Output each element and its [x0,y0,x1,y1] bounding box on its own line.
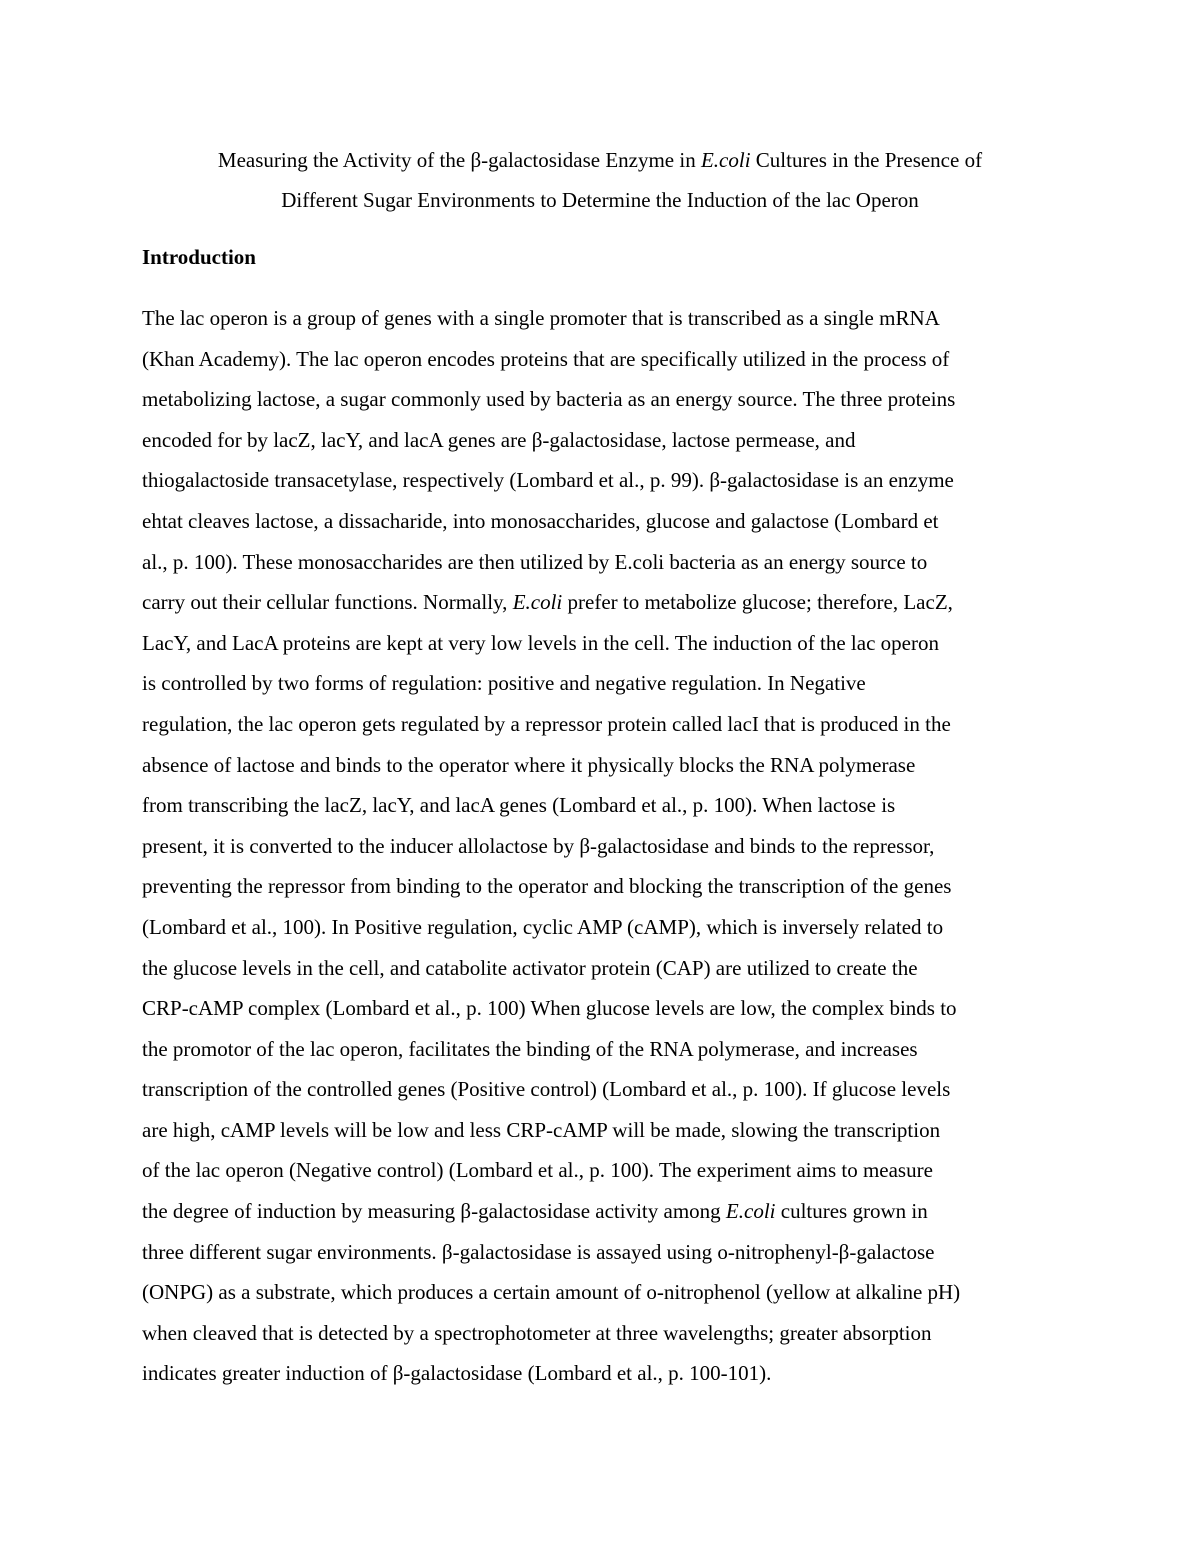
body-line-text: the promotor of the lac operon, facilitates the binding of the RNA polymerase, and increases [142,1036,918,1061]
body-line [142,1232,1072,1273]
title-line [130,140,1070,180]
document-title [130,140,1070,220]
body-line-text: ehtat cleaves lactose, a dissacharide, into monosaccharides, glucose and galactose (Lombard et [142,508,939,533]
body-line-text: is controlled by two forms of regulation: positive and negative regulation. In Negative [142,671,866,696]
body-line-text: al., p. 100). These monosaccharides are then utilized by E.coli bacteria as an energy source to [142,549,928,574]
body-line-text: from transcribing the lacZ, lacY, and lacA genes (Lombard et al., p. 100). When lactose is [142,793,896,818]
body-line-text: encoded for by lacZ, lacY, and lacA genes are β-galactosidase, lactose permease, and [142,427,856,452]
body-line-italic: E.coli [725,1199,776,1224]
body-line [142,1029,1072,1070]
body-line [142,1191,1072,1232]
body-line-text: absence of lactose and binds to the operator where it physically blocks the RNA polymerase [142,752,916,777]
body-line [142,460,1072,501]
body-line-text: the degree of induction by measuring β-galactosidase activity among [142,1199,726,1224]
body-line [142,542,1072,583]
body-line [142,826,1072,867]
body-line [142,420,1072,461]
body-line [142,663,1072,704]
body-line-text: carry out their cellular functions. Normally, [142,590,513,615]
title-line-text: Different Sugar Environments to Determine the Induction of the lac Operon [281,188,919,212]
title-line-text: Cultures in the Presence of [750,148,983,172]
section-heading: Introduction [142,245,256,269]
body-line [142,1110,1072,1151]
body-line [142,339,1072,380]
body-line [142,298,1072,339]
body-line-text: prefer to metabolize glucose; therefore, LacZ, [562,590,953,615]
body-line [142,866,1072,907]
body-line [142,907,1072,948]
body-line [142,745,1072,786]
body-line-text: three different sugar environments. β-galactosidase is assayed using o-nitrophenyl-β-galactose [142,1239,935,1264]
body-line-text: transcription of the controlled genes (Positive control) (Lombard et al., p. 100). If glucose levels [142,1077,951,1102]
body-line-text: (Lombard et al., 100). In Positive regulation, cyclic AMP (cAMP), which is inversely related to [142,914,944,939]
body-line [142,379,1072,420]
body-line-text: The lac operon is a group of genes with a single promoter that is transcribed as a single mRNA [142,306,940,330]
body-line-text: preventing the repressor from binding to the operator and blocking the transcription of the genes [142,874,952,899]
body-line [142,988,1072,1029]
body-line [142,1353,1072,1394]
body-line-text: are high, cAMP levels will be low and less CRP-cAMP will be made, slowing the transcription [142,1117,941,1142]
title-line-text: Measuring the Activity of the β-galactosidase Enzyme in [217,148,701,172]
body-line [142,785,1072,826]
body-paragraph [142,298,1072,1394]
body-line-text: present, it is converted to the inducer allolactose by β-galactosidase and binds to the repressor, [142,833,935,858]
body-line-text: (Khan Academy). The lac operon encodes proteins that are specifically utilized in the process of [142,346,950,371]
body-line-text: when cleaved that is detected by a spectrophotometer at three wavelengths; greater absorption [142,1320,932,1345]
body-line [142,1313,1072,1354]
body-line-text: cultures grown in [775,1199,928,1224]
body-line [142,948,1072,989]
body-line-text: LacY, and LacA proteins are kept at very low levels in the cell. The induction of the lac operon [142,630,939,655]
body-line [142,582,1072,623]
body-line-text: metabolizing lactose, a sugar commonly used by bacteria as an energy source. The three proteins [142,387,956,412]
body-line [142,1069,1072,1110]
body-line [142,501,1072,542]
body-line [142,623,1072,664]
body-line-text: regulation, the lac operon gets regulated by a repressor protein called lacI that is produced in the [142,711,951,736]
body-line-italic: E.coli [512,590,563,615]
body-line-text: of the lac operon (Negative control) (Lombard et al., p. 100). The experiment aims to measure [142,1158,933,1183]
body-line-text: CRP-cAMP complex (Lombard et al., p. 100) When glucose levels are low, the complex binds to [142,996,957,1021]
body-line [142,1272,1072,1313]
title-line [130,180,1070,220]
body-line-text: (ONPG) as a substrate, which produces a certain amount of o-nitrophenol (yellow at alkaline pH) [142,1280,961,1305]
title-line-italic: E.coli [700,148,751,172]
body-line-text: the glucose levels in the cell, and catabolite activator protein (CAP) are utilized to create the [142,955,918,980]
body-line-text: thiogalactoside transacetylase, respectively (Lombard et al., p. 99). β-galactosidase is an enzyme [142,468,954,493]
body-line-text: indicates greater induction of β-galactosidase (Lombard et al., p. 100-101). [142,1361,772,1386]
body-line [142,1150,1072,1191]
body-line [142,704,1072,745]
